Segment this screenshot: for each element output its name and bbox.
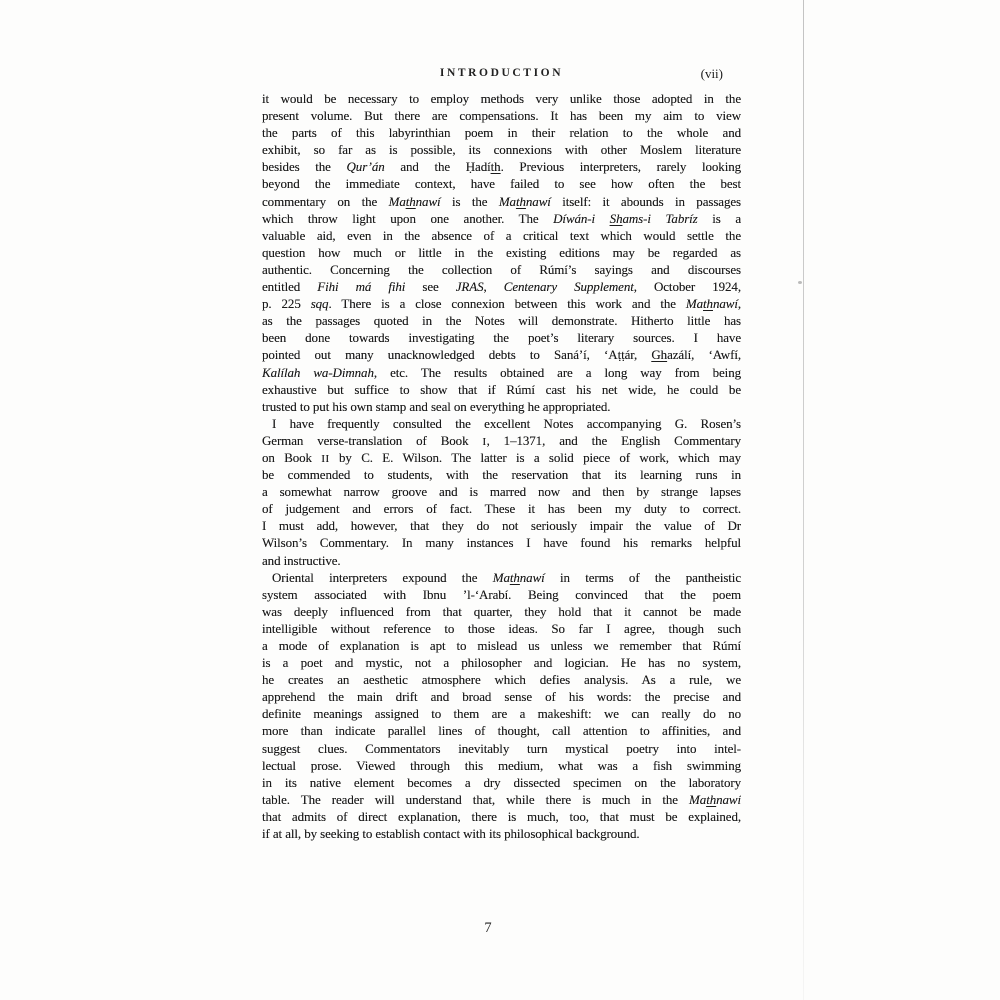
text-line — [262, 534, 741, 551]
text-line — [262, 705, 741, 722]
text-segment: Díwán-i — [553, 210, 610, 226]
text-segment: by C. E. Wilson. The latter is a solid piece of work, which may — [329, 449, 741, 465]
text-segment: suggest clues. Commentators inevitably turn mystical poetry into intel- — [262, 740, 741, 756]
text-segment: present volume. But there are compensations. It has been my aim to view — [262, 108, 741, 124]
text-segment: in its native element becomes a dry dissected specimen on the laboratory — [262, 774, 741, 790]
text-line — [262, 381, 741, 398]
text-segment: nawí — [525, 193, 551, 209]
text-segment: beyond the immediate context, have failed to see how often the best — [262, 176, 741, 192]
text-segment: German verse-translation of Book — [262, 432, 483, 448]
text-segment: is a poet and mystic, not a philosopher and logician. He has no system, — [262, 655, 741, 671]
text-line — [262, 295, 741, 312]
text-segment: JRAS — [455, 279, 484, 295]
text-segment: Ma — [388, 193, 406, 209]
text-line — [262, 483, 741, 500]
paragraph — [262, 415, 741, 569]
text-line — [262, 774, 741, 791]
text-line — [262, 193, 741, 210]
text-block — [262, 90, 741, 842]
text-segment: valuable aid, even in the absence of a critical text which would settle the — [262, 227, 741, 243]
text-segment: exhaustive but suffice to show that if Rúmí cast his net wide, he could be — [262, 381, 741, 397]
text-segment: which throw light upon one another. The — [262, 210, 554, 226]
text-segment: I — [482, 435, 487, 448]
text-line — [262, 603, 741, 620]
text-segment: . Previous interpreters, rarely looking — [500, 159, 741, 175]
text-segment: it would be necessary to employ methods very unlike those adopted in the — [262, 91, 741, 106]
text-segment: entitled — [262, 279, 318, 295]
text-segment: authentic. Concerning the collection of Rúmí’s sayings and discourses — [262, 261, 741, 277]
text-segment: th — [706, 791, 717, 807]
text-segment: of judgement and errors of fact. These it has been my duty to correct. — [262, 501, 741, 517]
text-segment: Ma — [492, 569, 510, 585]
text-line — [262, 175, 741, 192]
text-line — [262, 432, 741, 449]
text-line — [262, 722, 741, 739]
text-segment: is the — [440, 193, 499, 209]
text-segment: and instructive. — [262, 552, 341, 568]
text-line — [262, 654, 741, 671]
text-line — [262, 757, 741, 774]
text-segment: itself: it abounds in passages — [550, 193, 741, 209]
folio-number: (vii) — [700, 66, 723, 81]
text-segment: a mode of explanation is apt to mislead us unless we remember that Rúmí — [262, 638, 741, 653]
text-line — [262, 158, 741, 175]
text-segment: exhibit, so far as is possible, its connexions with other Moslem literature — [262, 142, 741, 158]
text-segment: Centenary Supplement — [503, 279, 634, 295]
text-segment: the parts of this labyrinthian poem in their relation to the whole and — [262, 125, 741, 141]
text-segment: apprehend the main drift and broad sense of his words: the precise and — [262, 689, 741, 705]
text-segment: nawí — [519, 569, 545, 585]
text-segment: been done towards investigating the poet’s literary sources. I have — [262, 330, 741, 346]
text-line — [262, 637, 741, 654]
text-segment: pointed out many unacknowledged debts to Saná’í, ‘Aṭṭár, — [262, 347, 652, 363]
text-segment: Ma — [689, 791, 707, 807]
scan-fold-line — [803, 0, 804, 1000]
page-number: 7 — [484, 920, 492, 936]
text-segment: , — [483, 279, 504, 295]
text-segment: Kalílah wa-Dimnah — [262, 364, 374, 380]
text-line — [262, 364, 741, 381]
running-head — [262, 65, 741, 82]
chapter-title: INTRODUCTION — [439, 67, 564, 79]
text-line — [262, 569, 741, 586]
text-line — [262, 398, 741, 415]
text-line — [262, 466, 741, 483]
text-segment: p. 225 — [262, 296, 311, 312]
text-segment: Fihi má fihi — [317, 279, 406, 295]
text-segment: azálí, ‘Awfí, — [667, 347, 741, 363]
text-segment: that admits of direct explanation, there is much, too, that must be explained, — [262, 808, 741, 824]
text-line — [262, 740, 741, 757]
text-segment: , — [737, 296, 741, 312]
text-segment: th — [490, 159, 501, 175]
text-segment: th — [703, 296, 713, 312]
text-segment: table. The reader will understand that, while there is much in the — [262, 791, 690, 807]
text-segment: Ma — [685, 296, 704, 312]
text-segment: a somewhat narrow groove and is marred now and then by strange lapses — [262, 484, 741, 500]
text-line — [262, 449, 741, 466]
text-segment: be commended to students, with the reservation that its learning runs in — [262, 467, 741, 483]
text-segment: II — [321, 452, 330, 465]
text-line — [262, 415, 741, 432]
text-line — [262, 141, 741, 158]
paragraph — [262, 569, 741, 843]
text-segment: Ma — [498, 193, 516, 209]
text-segment: was deeply influenced from that quarter, they hold that it cannot be made — [262, 603, 741, 619]
text-segment: intelligible without reference to those ideas. So far I agree, though such — [262, 620, 741, 636]
text-line — [262, 107, 741, 124]
text-segment: in terms of the pantheistic — [544, 569, 741, 585]
text-line — [262, 808, 741, 825]
text-segment: sqq — [310, 296, 329, 312]
text-line — [262, 346, 741, 363]
text-line — [262, 791, 741, 808]
text-segment: Oriental interpreters expound the — [272, 569, 493, 585]
text-line — [262, 552, 741, 569]
text-segment: on Book — [262, 449, 322, 465]
text-line — [262, 210, 741, 227]
paragraph — [262, 90, 741, 415]
text-line — [262, 671, 741, 688]
text-line — [262, 500, 741, 517]
text-segment: th — [405, 193, 416, 209]
text-line — [262, 312, 741, 329]
scan-artifact — [798, 281, 802, 284]
text-segment: nawí — [415, 193, 441, 209]
text-segment: definite meanings assigned to them are a makeshift: we can really do no — [262, 706, 741, 722]
text-segment: as the passages quoted in the Notes will demonstrate. Hitherto little has — [262, 313, 741, 329]
text-segment: if at all, by seeking to establish contact with its philosophical background. — [262, 826, 640, 842]
text-line — [262, 278, 741, 295]
text-segment: I must add, however, that they do not seriously impair the value of Dr — [262, 518, 741, 534]
text-line — [262, 329, 741, 346]
text-line — [262, 688, 741, 705]
text-line — [262, 586, 741, 603]
text-line — [262, 227, 741, 244]
text-segment: , October 1924, — [633, 279, 741, 295]
text-segment: more than indicate parallel lines of thought, call attention to affinities, and — [262, 723, 741, 739]
text-line — [262, 90, 741, 107]
text-segment: and the Ḥadí — [384, 159, 491, 175]
text-segment: nawí — [716, 791, 741, 807]
text-segment: lectual prose. Viewed through this medium, what was a fish swimming — [262, 757, 741, 773]
text-segment: I have frequently consulted the excellent Notes accompanying G. Rosen’s — [272, 415, 741, 431]
text-segment: commentary on the — [262, 193, 389, 209]
text-segment: Gh — [651, 347, 668, 363]
text-segment: Qur’án — [346, 159, 385, 175]
text-segment: besides the — [262, 159, 347, 175]
text-line — [262, 620, 741, 637]
text-line — [262, 825, 741, 842]
text-line — [262, 261, 741, 278]
text-segment: he creates an aesthetic atmosphere which defies analysis. As a rule, we — [262, 672, 741, 688]
text-line — [262, 517, 741, 534]
text-segment: , 1–1371, and the English Commentary — [486, 432, 741, 448]
text-segment: nawí — [712, 296, 738, 312]
text-line — [262, 244, 741, 261]
text-segment: is a — [697, 210, 741, 226]
text-segment: Sh — [609, 210, 623, 226]
text-segment: ams-i Tabríz — [622, 210, 698, 226]
text-segment: , etc. The results obtained are a long way from being — [373, 364, 741, 380]
text-segment: see — [405, 279, 456, 295]
text-segment: system associated with Ibnu ’l-‘Arabí. Being convinced that the poem — [262, 586, 741, 602]
text-segment: th — [515, 193, 526, 209]
text-segment: question how much or little in the existing editions may be regarded as — [262, 244, 741, 260]
text-line — [262, 124, 741, 141]
text-segment: trusted to put his own stamp and seal on everything he appropriated. — [262, 398, 611, 414]
text-segment: . There is a close connexion between this work and the — [328, 296, 686, 312]
text-segment: Wilson’s Commentary. In many instances I have found his remarks helpful — [262, 535, 741, 551]
text-segment: th — [509, 569, 520, 585]
